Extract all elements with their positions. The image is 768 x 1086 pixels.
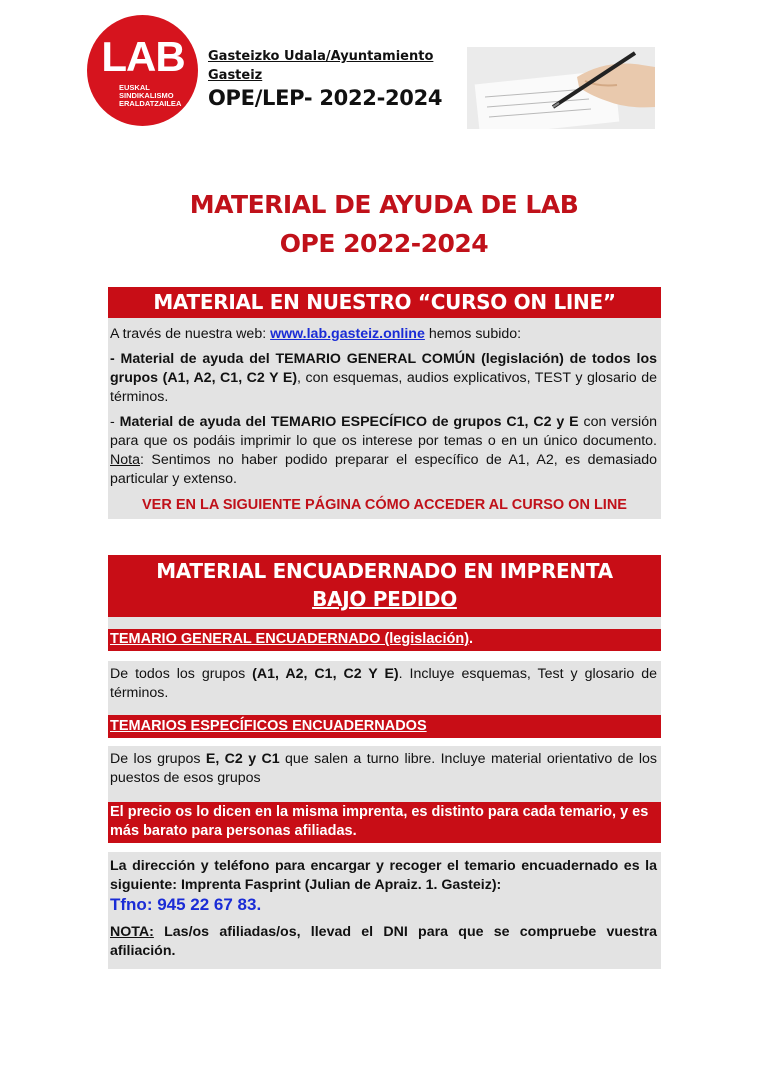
gap xyxy=(108,651,661,661)
logo-sub-line: SINDIKALISMO xyxy=(119,91,174,100)
general-section-header: TEMARIO GENERAL ENCUADERNADO (legislación). xyxy=(108,629,661,651)
lab-logo xyxy=(87,15,198,126)
item-text: - xyxy=(110,414,120,430)
membership-note xyxy=(108,914,661,969)
logo-subtitle xyxy=(119,84,181,108)
item-bold: Material de ayuda del TEMARIO ESPECÍFICO de grupos C1, C2 y E xyxy=(119,414,579,430)
item-bold: - Material de ayuda del TEMARIO GENERAL COMÚN (legislación) de todos los grupos (A1, A2, C1, C2 Y E) xyxy=(110,351,657,386)
specific-description xyxy=(108,746,661,802)
nota-text: Las/os afiliadas/os, llevad el DNI para que se compruebe vuestra afiliación. xyxy=(110,924,657,959)
page-subtitle: OPE 2022-2024 xyxy=(279,229,489,258)
gap xyxy=(108,617,661,629)
printer-phone[interactable]: Tfno: 945 22 67 83. xyxy=(110,895,262,914)
online-course-box xyxy=(108,287,661,519)
general-description xyxy=(108,661,661,715)
page-title: MATERIAL DE AYUDA DE LAB xyxy=(189,190,579,219)
desc-bold: (A1, A2, C1, C2 Y E) xyxy=(252,666,399,682)
desc-text: . Incluye esquemas, Test y glosario de términos. xyxy=(110,666,657,701)
header-ope: OPE/LEP- 2022-2024 xyxy=(208,86,443,110)
nota-label: Nota xyxy=(110,452,140,468)
logo-sub-line: ERALDATZAILEA xyxy=(119,99,182,108)
specific-header-text: TEMARIOS ESPECÍFICOS ENCUADERNADOS xyxy=(110,718,427,734)
website-link[interactable]: www.lab.gasteiz.online xyxy=(270,326,425,342)
online-heading: MATERIAL EN NUESTRO “CURSO ON LINE” xyxy=(108,287,661,318)
online-item-specific xyxy=(108,407,661,489)
specific-section-header xyxy=(108,715,661,738)
writing-hand-photo xyxy=(467,47,655,129)
general-header-text: TEMARIO GENERAL ENCUADERNADO (legislación) xyxy=(110,631,470,647)
item-text: : Sentimos no haber podido preparar el específico de A1, A2, es demasiado particular y extenso. xyxy=(110,452,657,487)
desc-bold: E, C2 y C1 xyxy=(205,751,280,767)
item-text: , con esquemas, audios explicativos, TEST y glosario de términos. xyxy=(110,370,657,405)
intro-text: hemos subido: xyxy=(424,326,522,342)
printed-heading: MATERIAL ENCUADERNADO EN IMPRENTA xyxy=(108,555,661,583)
desc-text: De los grupos xyxy=(110,751,206,767)
item-text: con versión para que os podáis imprimir lo que os interese por temas o en un único documento. xyxy=(110,414,657,449)
bajo-pedido: BAJO PEDIDO xyxy=(312,587,457,611)
desc-text: que salen a turno libre. Incluye material orientativo de los puestos de esos grupos xyxy=(110,751,657,786)
logo-sub-line: EUSKAL xyxy=(119,83,150,92)
online-item-general xyxy=(108,344,661,407)
nota-label: NOTA: xyxy=(110,924,154,940)
printed-subheading xyxy=(108,583,661,617)
printer-address: La dirección y teléfono para encargar y recoger el temario encuadernado es la siguiente: Imprenta Fasprint (Julian de Apraiz. 1. Gasteiz): xyxy=(110,858,657,893)
gap xyxy=(108,843,661,852)
online-intro xyxy=(108,318,661,344)
intro-text: A través de nuestra web: xyxy=(110,326,271,342)
price-note: El precio os lo dicen en la misma imprenta, es distinto para cada temario, y es más barato para personas afiliadas. xyxy=(108,802,661,843)
desc-text: De todos los grupos xyxy=(110,666,253,682)
gap xyxy=(108,738,661,746)
online-access-note: VER EN LA SIGUIENTE PÁGINA CÓMO ACCEDER AL CURSO ON LINE xyxy=(142,497,627,513)
printed-material-box xyxy=(108,555,661,969)
header-organization: Gasteizko Udala/Ayuntamiento Gasteiz xyxy=(208,49,434,83)
logo-text: LAB xyxy=(101,33,185,80)
